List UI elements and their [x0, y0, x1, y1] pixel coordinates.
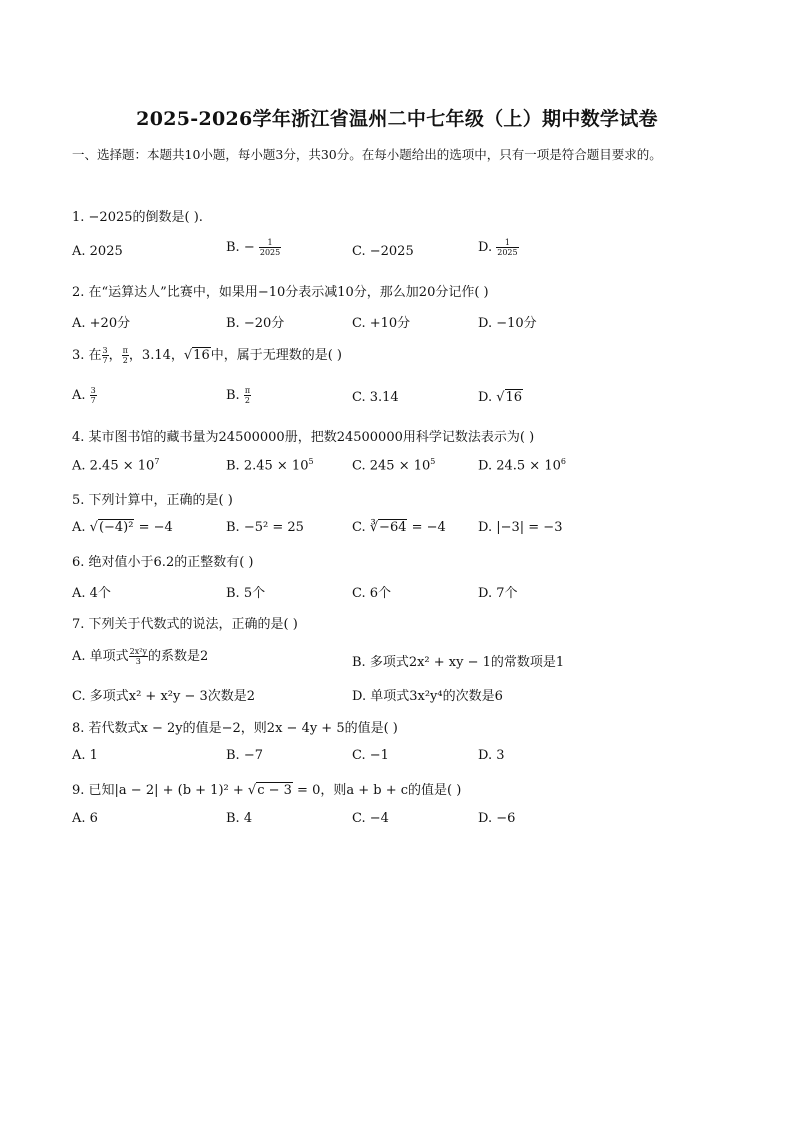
q2-option-b[interactable]: B. −20分 — [226, 316, 285, 331]
question-1-stem: 1. −2025的倒数是( ). — [72, 210, 203, 225]
q7-option-a[interactable]: A. 单项式 $\frac{\text{2x²y}}{3}$ 的系数是2 — [72, 647, 209, 666]
q2-option-d[interactable]: D. −10分 — [478, 316, 537, 331]
section-instructions: 一、选择题：本题共10小题，每小题3分，共30分。在每小题给出的选项中，只有一项是符合题目要求的。 — [72, 147, 662, 162]
q4-option-b[interactable]: B. $2.45 \times 10^5$ — [226, 457, 314, 474]
q8-option-c[interactable]: C. −1 — [352, 748, 389, 763]
q2-option-a[interactable]: A. +20分 — [72, 316, 131, 331]
q5-option-d[interactable]: D. |−3| = −3 — [478, 520, 563, 535]
q6-option-a[interactable]: A. 4个 — [72, 586, 111, 601]
q5-option-b[interactable]: B. −5² = 25 — [226, 520, 304, 535]
question-5-stem: 5. 下列计算中，正确的是( ) — [72, 493, 233, 508]
q1-option-b[interactable] — [226, 238, 281, 257]
q3-option-b[interactable]: B. $\frac{\pi}{2}$ — [226, 386, 251, 405]
q2-option-c[interactable]: C. +10分 — [352, 316, 411, 331]
q6-option-d[interactable]: D. 7个 — [478, 586, 518, 601]
question-7-stem: 7. 下列关于代数式的说法，正确的是( ) — [72, 617, 298, 632]
q3-option-d[interactable]: D. √16 — [478, 390, 523, 405]
q1-option-d-fraction: $\frac{1}{2025}$ — [497, 238, 518, 257]
q6-option-c[interactable]: C. 6个 — [352, 586, 392, 601]
question-6-stem: 6. 绝对值小于6.2的正整数有( ) — [72, 555, 254, 570]
q4-option-a[interactable]: A. $2.45 \times 10^7$ — [72, 457, 160, 474]
q1-option-b-fraction: $\frac{1}{2025}$ — [259, 238, 281, 257]
q8-option-b[interactable]: B. −7 — [226, 748, 263, 763]
q4-option-c[interactable]: C. $245 \times 10^5$ — [352, 457, 436, 474]
q9-option-d[interactable]: D. −6 — [478, 811, 516, 826]
q5-option-a[interactable]: A. √(−4)² = −4 — [72, 520, 173, 535]
question-8-stem: 8. 若代数式x − 2y的值是−2，则2x − 4y + 5的值是( ) — [72, 721, 398, 736]
question-9-stem: 9. 已知|a − 2| + (b + 1)² + √c − 3 = 0，则a + b + c的值是( ) — [72, 783, 462, 798]
question-3-stem: 3. 在 $\frac{3}{7}$ ， $\frac{\pi}{2}$ ，3.14，√16中，属于无理数的是( ) — [72, 346, 342, 365]
q9-option-a[interactable]: A. 6 — [72, 811, 98, 826]
q3-option-a[interactable]: A. $\frac{3}{7}$ — [72, 386, 96, 405]
q1-option-b-label: B. − — [226, 240, 255, 255]
q7-option-b[interactable]: B. 多项式2x² + xy − 1的常数项是1 — [352, 655, 565, 670]
q9-option-b[interactable]: B. 4 — [226, 811, 253, 826]
q7-option-d[interactable]: D. 单项式3x²y⁴的次数是6 — [352, 689, 503, 704]
q8-option-d[interactable]: D. 3 — [478, 748, 505, 763]
q3-option-c[interactable]: C. 3.14 — [352, 390, 399, 405]
q1-option-c[interactable]: C. −2025 — [352, 244, 414, 259]
q1-option-d[interactable] — [478, 238, 519, 257]
q4-option-d[interactable]: D. $24.5 \times 10^6$ — [478, 457, 566, 474]
question-2-stem: 2. 在“运算达人”比赛中，如果用−10分表示减10分，那么加20分记作( ) — [72, 285, 489, 300]
q7-option-c[interactable]: C. 多项式x² + x²y − 3次数是2 — [72, 689, 256, 704]
q5-option-c[interactable]: C. ∛−64 = −4 — [352, 520, 446, 535]
q1-option-d-label: D. — [478, 240, 493, 255]
q6-option-b[interactable]: B. 5个 — [226, 586, 266, 601]
q8-option-a[interactable]: A. 1 — [72, 748, 98, 763]
q1-option-a[interactable]: A. 2025 — [72, 244, 123, 259]
exam-title: 2025-2026学年浙江省温州二中七年级（上）期中数学试卷 — [136, 108, 658, 130]
q9-option-c[interactable]: C. −4 — [352, 811, 389, 826]
question-4-stem: 4. 某市图书馆的藏书量为24500000册，把数24500000用科学记数法表示为( ) — [72, 430, 535, 445]
